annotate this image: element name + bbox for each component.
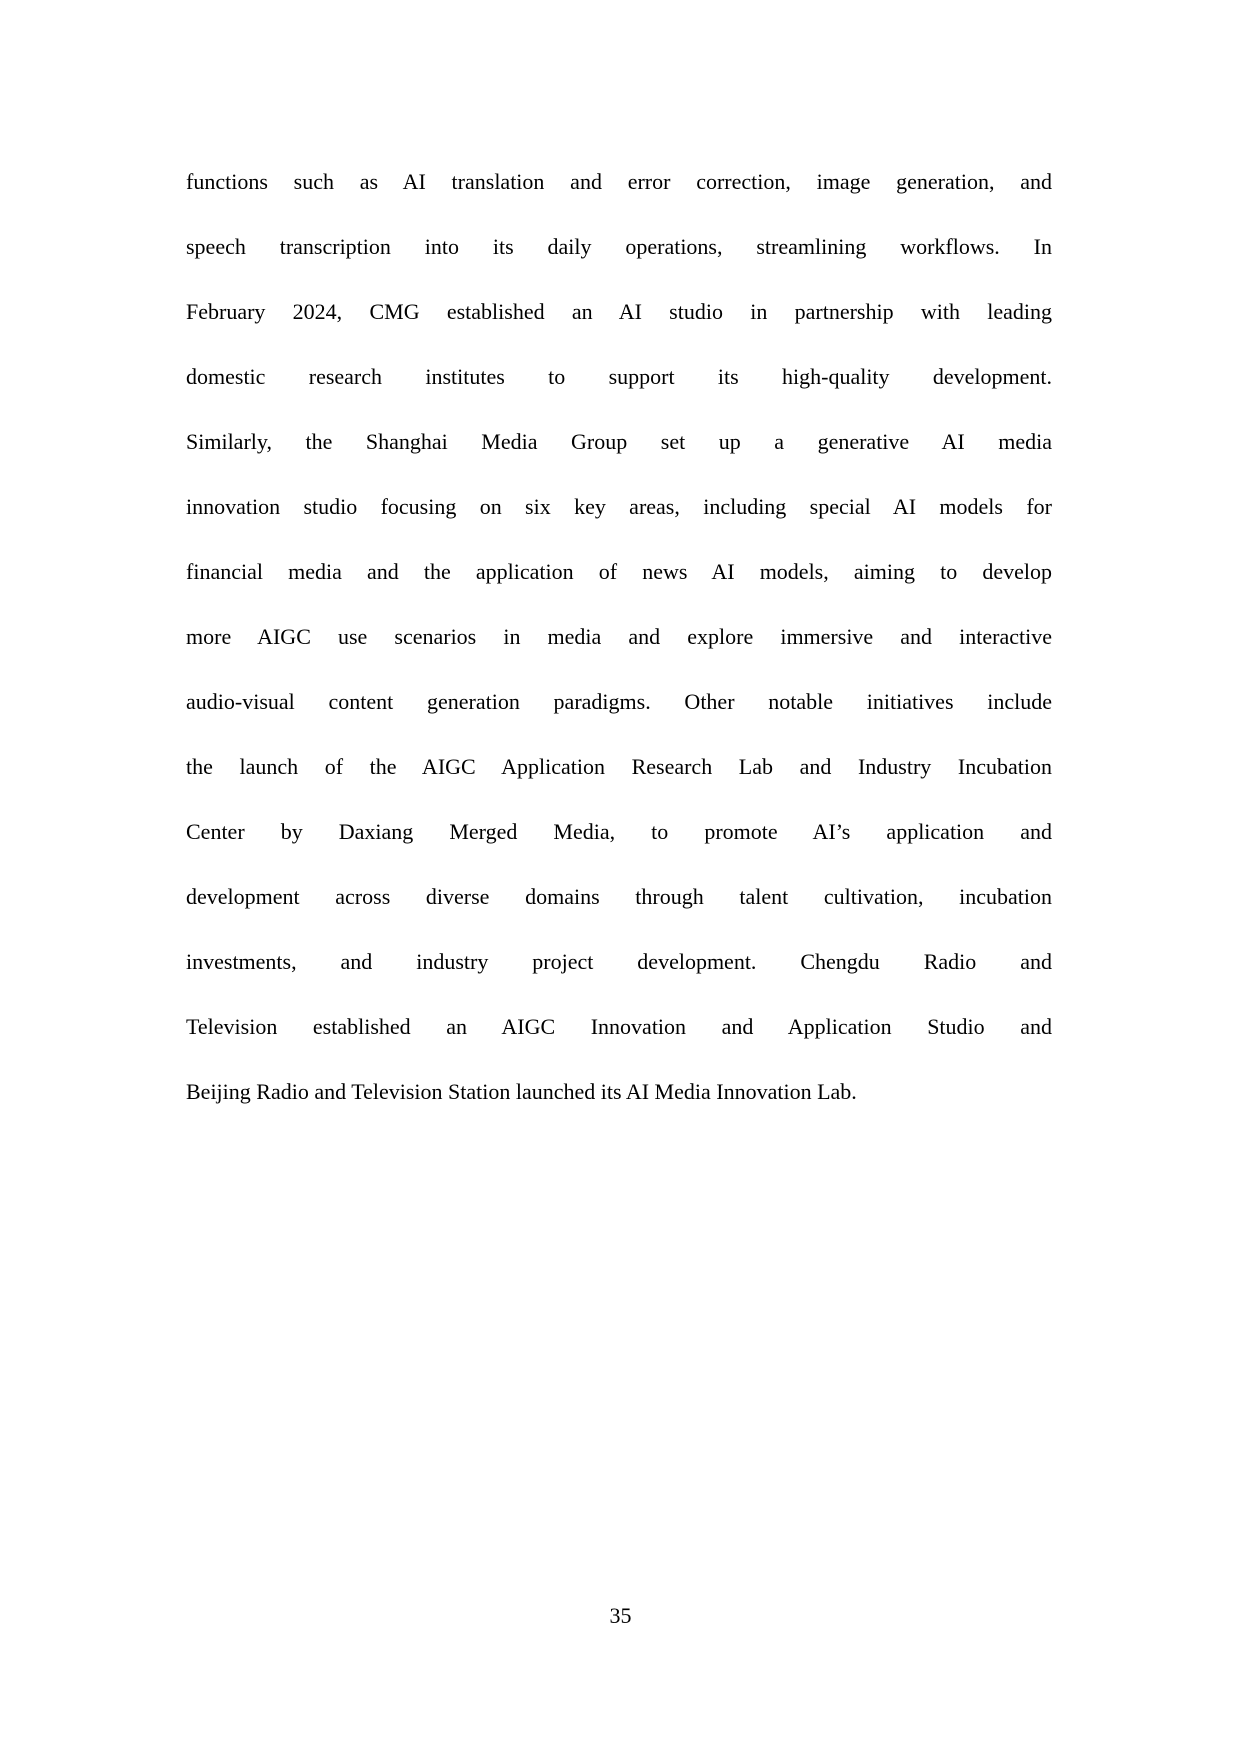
- page-number: 35: [609, 1603, 632, 1628]
- paragraph-line: Television established an AIGC Innovation and Application Studio and: [186, 1014, 1052, 1039]
- paragraph-line: domestic research institutes to support its high-quality development.: [186, 364, 1052, 389]
- paragraph-line: investments, and industry project development. Chengdu Radio and: [186, 949, 1052, 974]
- paragraph-line: the launch of the AIGC Application Research Lab and Industry Incubation: [186, 754, 1052, 779]
- paragraph-line: audio-visual content generation paradigms. Other notable initiatives include: [186, 689, 1052, 714]
- paragraph-line: development across diverse domains through talent cultivation, incubation: [186, 884, 1052, 909]
- paragraph: [186, 149, 1052, 1124]
- paragraph-line: financial media and the application of news AI models, aiming to develop: [186, 559, 1052, 584]
- paragraph-line: functions such as AI translation and error correction, image generation, and: [186, 169, 1052, 194]
- paragraph-line: February 2024, CMG established an AI studio in partnership with leading: [186, 299, 1052, 324]
- paragraph-line: innovation studio focusing on six key areas, including special AI models for: [186, 494, 1052, 519]
- paragraph-line: Similarly, the Shanghai Media Group set up a generative AI media: [186, 429, 1052, 454]
- paragraph-line: speech transcription into its daily operations, streamlining workflows. In: [186, 234, 1052, 259]
- paragraph-line: Beijing Radio and Television Station launched its AI Media Innovation Lab.: [186, 1079, 857, 1104]
- paragraph-line: more AIGC use scenarios in media and explore immersive and interactive: [186, 624, 1052, 649]
- paragraph-line: Center by Daxiang Merged Media, to promote AI’s application and: [186, 819, 1052, 844]
